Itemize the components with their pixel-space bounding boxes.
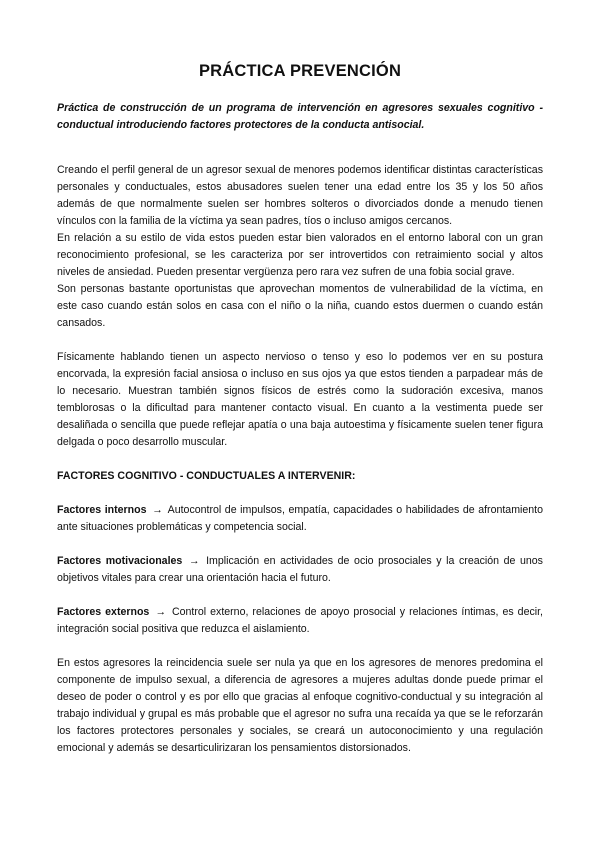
factor-external-text: Control externo, relaciones de apoyo prosocial y relaciones íntimas, es decir, integración social positiva que reduzca el aislamiento. — [57, 606, 544, 635]
factor-internal-text: Autocontrol de impulsos, empatía, capacidades o habilidades de afrontamiento ante situaciones problemáticas y competencia social. — [57, 504, 543, 533]
factor-external — [57, 604, 543, 638]
section-heading: FACTORES COGNITIVO - CONDUCTUALES A INTERVENIR: — [57, 470, 356, 482]
factor-motivational-text: Implicación en actividades de ocio prosociales y la creación de unos objetivos vitales para crear una orientación hacia el futuro. — [57, 555, 543, 584]
right-arrow-icon: → — [155, 606, 166, 618]
page-title: PRÁCTICA PREVENCIÓN — [198, 62, 402, 80]
factor-internal-label: Factores internos — [57, 504, 147, 516]
document-body — [57, 100, 543, 757]
paragraph-recidivism: En estos agresores la reincidencia suele ser nula ya que en los agresores de menores predomina el componente de impulso sexual, a diferencia de agresores a mujeres adultas donde puede primar el deseo de poder o control y es por ello que gracias al enfoque cognitivo-conductual y su integración al trabajo individual y grupal es más probable que el agresor no sufra una recaída ya que se le reforzarán los factores protectores personales y sociales, se creará un autoconocimiento y una regulación emocional y además se desarticulirizaran los pensamientos distorsionados. — [57, 657, 543, 754]
factor-motivational — [57, 553, 543, 587]
factor-external-label: Factores externos — [57, 606, 150, 618]
paragraph-profile: Creando el perfil general de un agresor sexual de menores podemos identificar distintas características personales y conductuales, estos abusadores suelen tener una edad entre los 35 y los 50 años además de que normalmente suelen ser hombres solteros o divorciados donde a menudo tienen vínculos con la familia de la víctima ya sean padres, tíos o incluso amigos cercanos. — [57, 164, 543, 227]
paragraph-opportunism: Son personas bastante oportunistas que aprovechan momentos de vulnerabilidad de la víctima, en este caso cuando están solos en casa con el niño o la niña, cuando estos duermen o cuando están cansados. — [57, 283, 543, 329]
right-arrow-icon: → — [188, 555, 200, 567]
paragraph-lifestyle: En relación a su estilo de vida estos pueden estar bien valorados en el entorno laboral con un gran reconocimiento profesional, se les caracteriza por ser introvertidos con retraimiento social y altos niveles de ansiedad. Pueden presentar vergüenza pero rara vez sufren de una fobia social grave. — [57, 232, 543, 278]
document-subtitle: Práctica de construcción de un programa de intervención en agresores sexuales cognitivo - conductual introduciendo factores protectores de la conducta antisocial. — [57, 102, 543, 131]
factor-motivational-label: Factores motivacionales — [57, 555, 183, 567]
factor-internal — [57, 502, 543, 536]
right-arrow-icon: → — [152, 504, 163, 516]
paragraph-physical: Físicamente hablando tienen un aspecto nervioso o tenso y eso lo podemos ver en su postura encorvada, la expresión facial ansiosa o incluso en sus ojos ya que estos tienden a parpadear más de lo necesario. Muestran también signos físicos de estrés como la sudoración excesiva, manos temblorosas o la dificultad para mantener contacto visual. En cuanto a la vestimenta puede ser desaliñada o sencilla que puede reflejar apatía o una baja autoestima y físicamente suelen tener figura delgada o poco desarrollo muscular. — [57, 351, 543, 448]
